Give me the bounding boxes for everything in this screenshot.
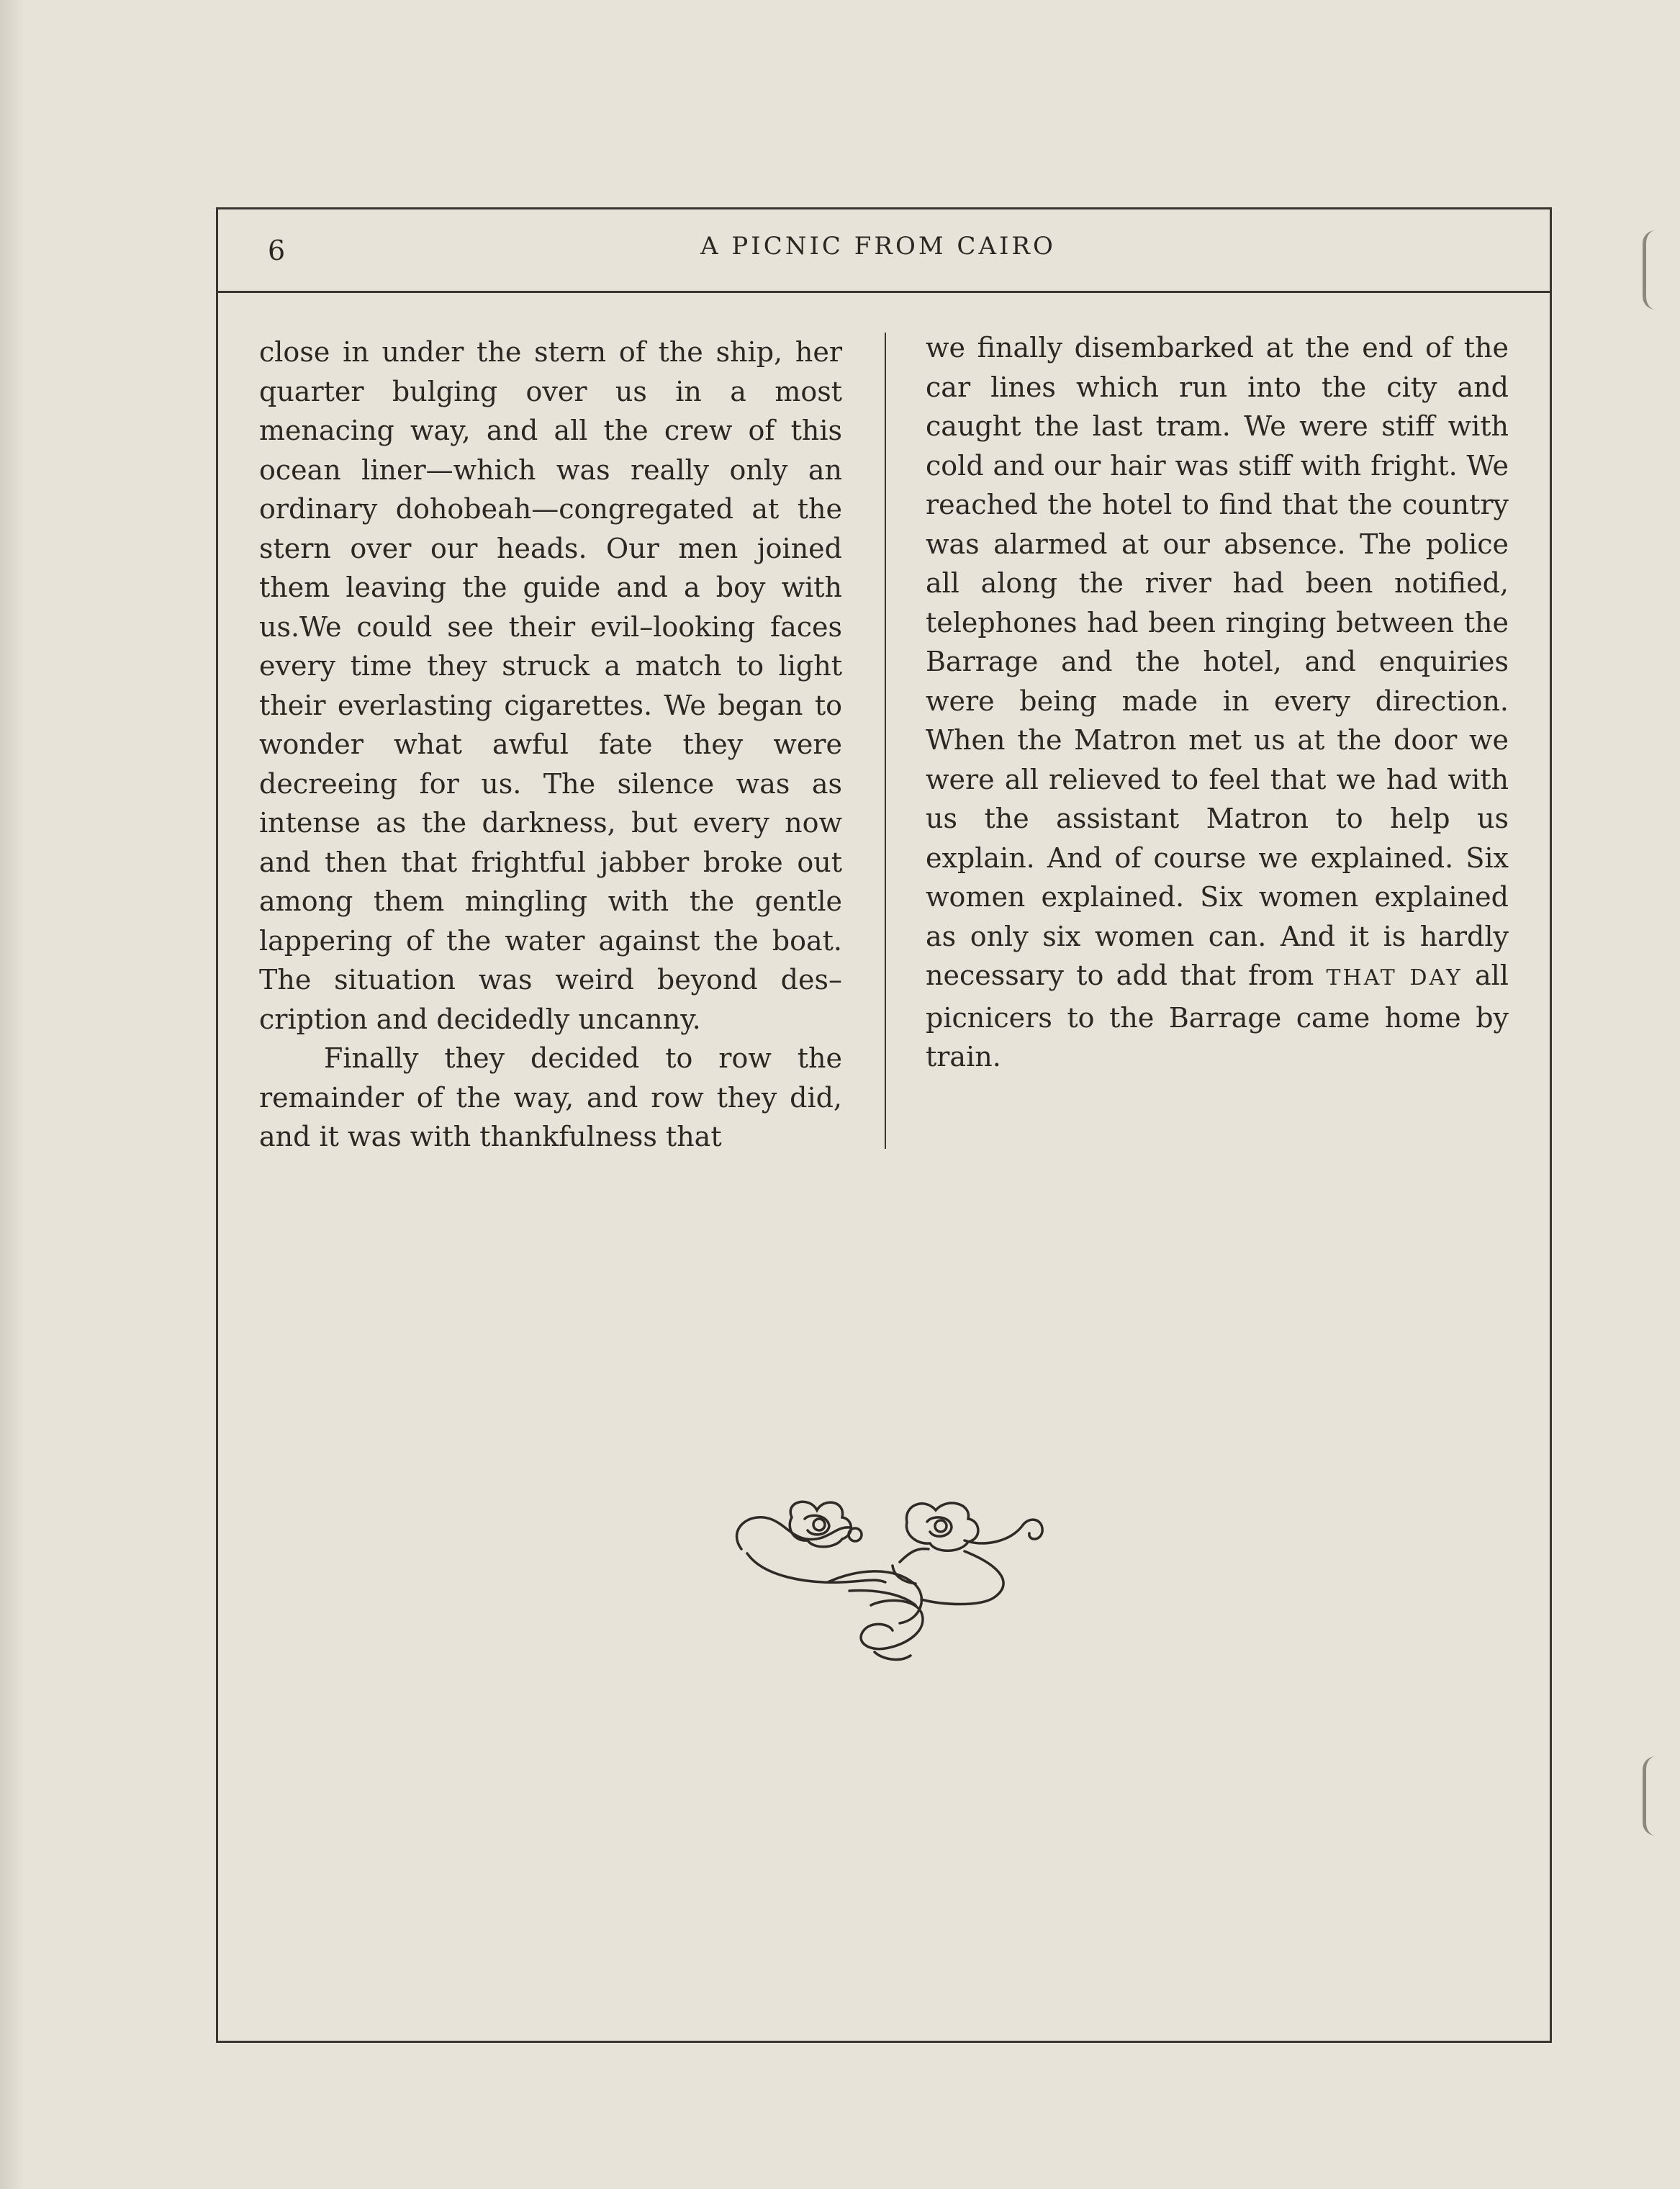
left-column xyxy=(259,333,842,1157)
right-column xyxy=(926,328,1509,1077)
page-number: 6 xyxy=(268,235,286,266)
right-paragraph xyxy=(926,328,1509,1077)
small-caps-phrase: THAT DAY xyxy=(1326,965,1463,990)
floral-ornament-icon xyxy=(727,1497,1051,1674)
header-rule xyxy=(216,291,1552,293)
right-text-before: we finally disembarked at the end of the car lines which run into the city and caught the last tram. We were stiff with cold and our hair was stiff with fright. We reached the hotel to find that the country was alarmed at our absence. The police all along the river had been notified, telephones had been ringing between the Barrage and the hotel, and enquiries were being made in every direction. When the Matron met us at the door we were all relieved to feel that we had with us the assistant Matron to help us explain. And of course we explained. Six women explained. Six women explained as only six women can. And it is hardly necessary to add that from xyxy=(926,332,1509,991)
page-tear-top xyxy=(1643,230,1675,310)
column-divider xyxy=(885,333,886,1149)
paper-edge xyxy=(0,0,24,2189)
left-paragraph-2: Finally they decided to row the remainder of the way, and row they did, and it was with thankfulness that xyxy=(259,1042,842,1152)
right-text-after: all picnicers to the Barrage came home by train. xyxy=(926,960,1509,1073)
page-tear-bottom xyxy=(1643,1756,1675,1836)
running-head: A PICNIC FROM CAIRO xyxy=(700,232,1056,261)
left-paragraph-1: close in under the stern of the ship, her quarter bulging over us in a most menacing way, and all the crew of this ocean liner—which was really only an ordinary dohobeah—congregated at the stern over our heads. Our men joined them leaving the guide and a boy with us.We could see their evil–looking faces every time they struck a match to light their everlasting cigarettes. We began to wonder what awful fate they were decreeing for us. The silence was as intense as the darkness, but every now and then that frightful jabber broke out among them mingling with the gentle lappering of the water against the boat. The situation was weird beyond des–cription and decidedly uncanny. xyxy=(259,336,842,1035)
